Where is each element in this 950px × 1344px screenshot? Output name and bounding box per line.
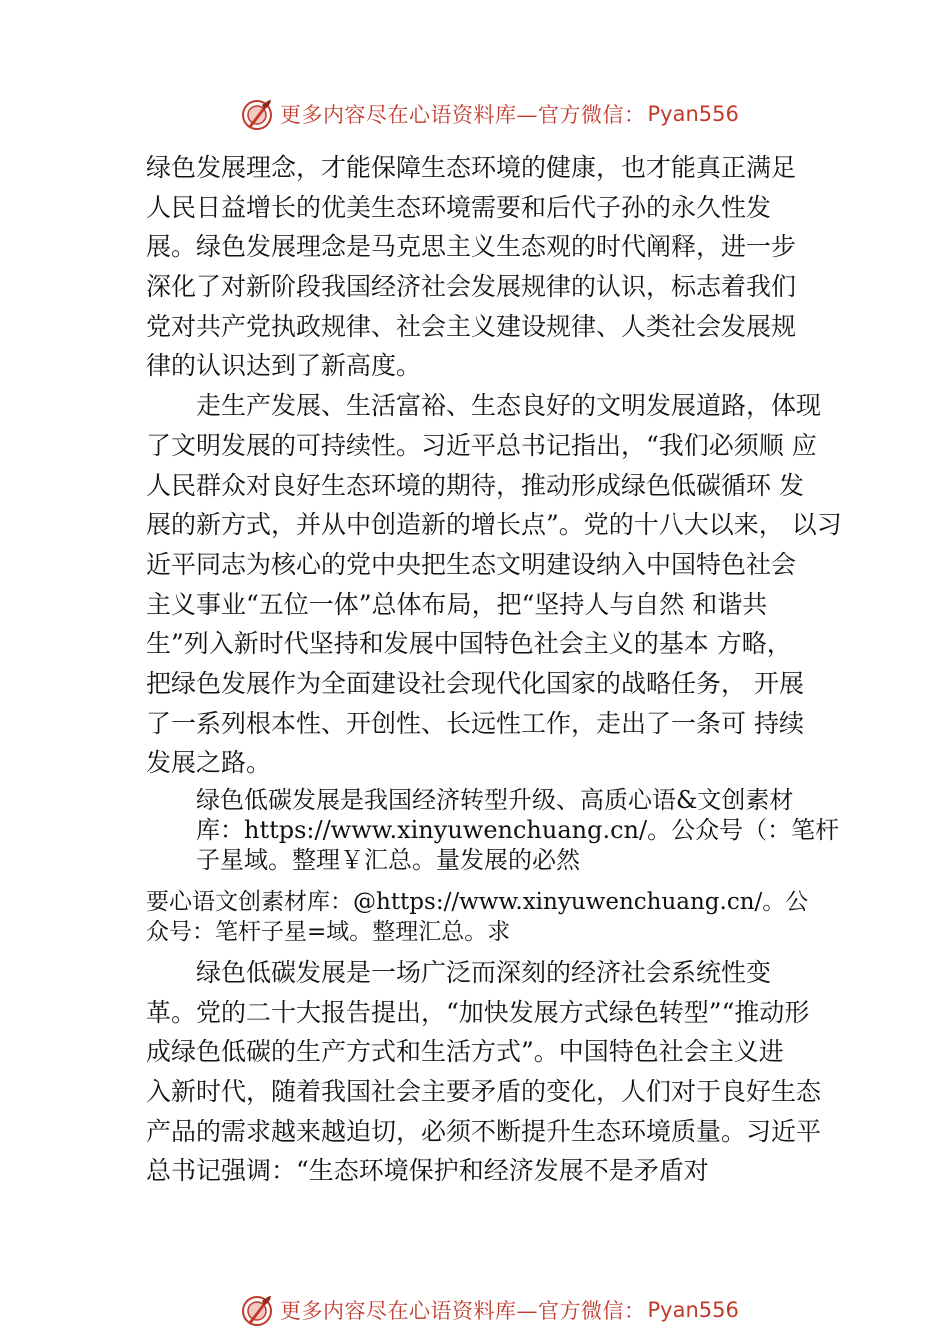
text-line: 律的认识达到了新高度。 bbox=[146, 351, 422, 381]
text-line: 绿色发展理念，才能保障生态环境的健康，也才能真正满足 bbox=[146, 153, 797, 182]
banner-contact: Pyan556 bbox=[647, 1298, 739, 1322]
text-line: 绿色低碳发展是我国经济转型升级、高质心语&文创素材 bbox=[196, 786, 794, 814]
text-line: 成绿色低碳的生产方式和生活方式”。中国特色社会主义进 bbox=[146, 1037, 784, 1067]
text-line: 了一系列根本性、开创性、长远性工作，走出了一条可 持续 bbox=[146, 708, 804, 738]
text-line: 生”列入新时代坚持和发展中国特色社会主义的基本 方略， bbox=[146, 629, 792, 659]
text-line: 发展之路。 bbox=[146, 748, 272, 778]
header-banner bbox=[240, 94, 739, 134]
text-line: 展的新方式，并从中创造新的增长点”。党的十八大以来， 以习 bbox=[146, 510, 842, 540]
text-line: 革。党的二十大报告提出，“加快发展方式绿色转型”“推动形 bbox=[146, 997, 810, 1027]
text-line: 走生产发展、生活富裕、生态良好的文明发展道路，体现 bbox=[196, 391, 822, 421]
text-line: 要心语文创素材库：@https://www.xinyuwenchuang.cn/。公 bbox=[146, 889, 809, 915]
text-line: 众号：笔杆子星=域。整理汇总。求 bbox=[146, 919, 511, 945]
text-line: 子星域。整理￥汇总。量发展的必然 bbox=[196, 846, 580, 874]
text-line: 把绿色发展作为全面建设社会现代化国家的战略任务， 开展 bbox=[146, 668, 804, 698]
text-line: 了文明发展的可持续性。习近平总书记指出，“我们必须顺 应 bbox=[146, 430, 817, 460]
text-line: 近平同志为核心的党中央把生态文明建设纳入中国特色社会 bbox=[146, 549, 797, 579]
text-line: 产品的需求越来越迫切，必须不断提升生态环境质量。习近平 bbox=[146, 1116, 822, 1146]
text-line: 入新时代，随着我国社会主要矛盾的变化，人们对于良好生态 bbox=[146, 1077, 822, 1107]
paragraph-1 bbox=[146, 148, 836, 386]
paragraph-3 bbox=[146, 785, 840, 875]
quill-seal-icon bbox=[240, 1293, 274, 1327]
banner-contact: Pyan556 bbox=[647, 102, 739, 126]
paragraph-4 bbox=[146, 887, 836, 947]
banner-text: 更多内容尽在心语资料库—官方微信： bbox=[280, 1299, 646, 1323]
text-line: 深化了对新阶段我国经济社会发展规律的认识，标志着我们 bbox=[146, 272, 797, 302]
text-line: 人民群众对良好生态环境的期待，推动形成绿色低碳循环 发 bbox=[146, 470, 804, 500]
text-line: 人民日益增长的优美生态环境需要和后代子孙的永久性发 bbox=[146, 192, 772, 222]
text-line: 总书记强调：“生态环境保护和经济发展不是矛盾对 bbox=[146, 1156, 709, 1186]
text-line: 党对共产党执政规律、社会主义建设规律、人类社会发展规 bbox=[146, 311, 797, 341]
text-line: 展。绿色发展理念是马克思主义生态观的时代阐释，进一步 bbox=[146, 232, 797, 262]
paragraph-5 bbox=[146, 953, 836, 1191]
quill-seal-icon bbox=[240, 97, 274, 131]
banner-text: 更多内容尽在心语资料库—官方微信： bbox=[280, 103, 646, 127]
text-line: 主义事业“五位一体”总体布局，把“坚持人与自然 和谐共 bbox=[146, 589, 768, 619]
text-line: 库：https://www.xinyuwenchuang.cn/。公众号（：笔杆 bbox=[196, 816, 840, 844]
document-body bbox=[146, 148, 842, 1191]
paragraph-2 bbox=[146, 386, 842, 783]
footer-banner bbox=[240, 1290, 739, 1330]
text-line: 绿色低碳发展是一场广泛而深刻的经济社会系统性变 bbox=[196, 958, 772, 987]
